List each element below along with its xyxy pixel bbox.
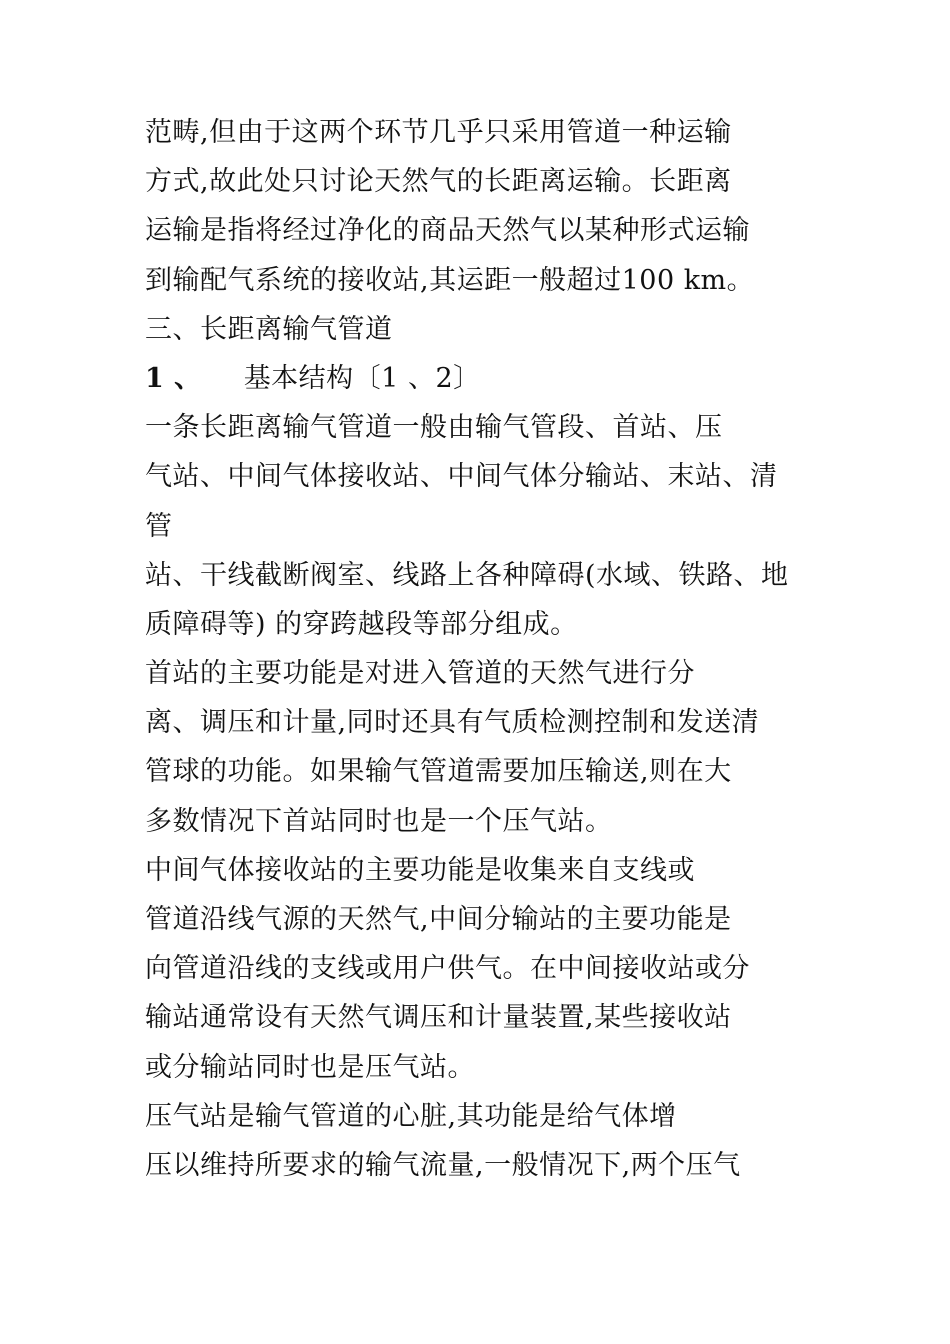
subsection-heading <box>145 354 845 403</box>
text-line: 离、调压和计量,同时还具有气质检测控制和发送清 <box>145 707 760 739</box>
text-line: 首站的主要功能是对进入管道的天然气进行分 <box>145 658 695 690</box>
text-line: 一条长距离输气管道一般由输气管段、首站、压 <box>145 412 723 444</box>
text-line: 或分输站同时也是压气站。 <box>145 1051 475 1083</box>
text-line: 向管道沿线的支线或用户供气。在中间接收站或分 <box>145 953 750 985</box>
text-line: 多数情况下首站同时也是一个压气站。 <box>145 805 613 837</box>
body-text <box>145 108 845 1190</box>
text-line: 输站通常设有天然气调压和计量装置,某些接收站 <box>145 1002 732 1034</box>
text-line: 运输是指将经过净化的商品天然气以某种形式运输 <box>145 215 750 247</box>
text-line: 管道沿线气源的天然气,中间分输站的主要功能是 <box>145 904 732 935</box>
text-line: 站、干线截断阀室、线路上各种障碍(水域、铁路、地 <box>145 559 789 591</box>
subsection-number: 1 、 <box>145 362 202 394</box>
subsection-title: 基本结构〔1 、2〕 <box>243 362 481 394</box>
text-line: 管球的功能。如果输气管道需要加压输送,则在大 <box>145 756 732 788</box>
text-line: 压以维持所要求的输气流量,一般情况下,两个压气 <box>145 1149 741 1181</box>
text-line: 方式,故此处只讨论天然气的长距离运输。长距离 <box>145 166 732 198</box>
section-heading: 三、长距离输气管道 <box>145 313 393 345</box>
text-line: 质障碍等) 的穿跨越段等部分组成。 <box>145 608 578 640</box>
text-line: 范畴,但由于这两个环节几乎只采用管道一种运输 <box>145 117 732 148</box>
text-line: 气站、中间气体接收站、中间气体分输站、末站、清 <box>145 461 778 493</box>
text-line: 到输配气系统的接收站,其运距一般超过100 km。 <box>145 264 755 296</box>
text-line: 压气站是输气管道的心脏,其功能是给气体增 <box>145 1100 677 1132</box>
text-line: 中间气体接收站的主要功能是收集来自支线或 <box>145 854 695 886</box>
text-line: 管 <box>145 510 173 542</box>
